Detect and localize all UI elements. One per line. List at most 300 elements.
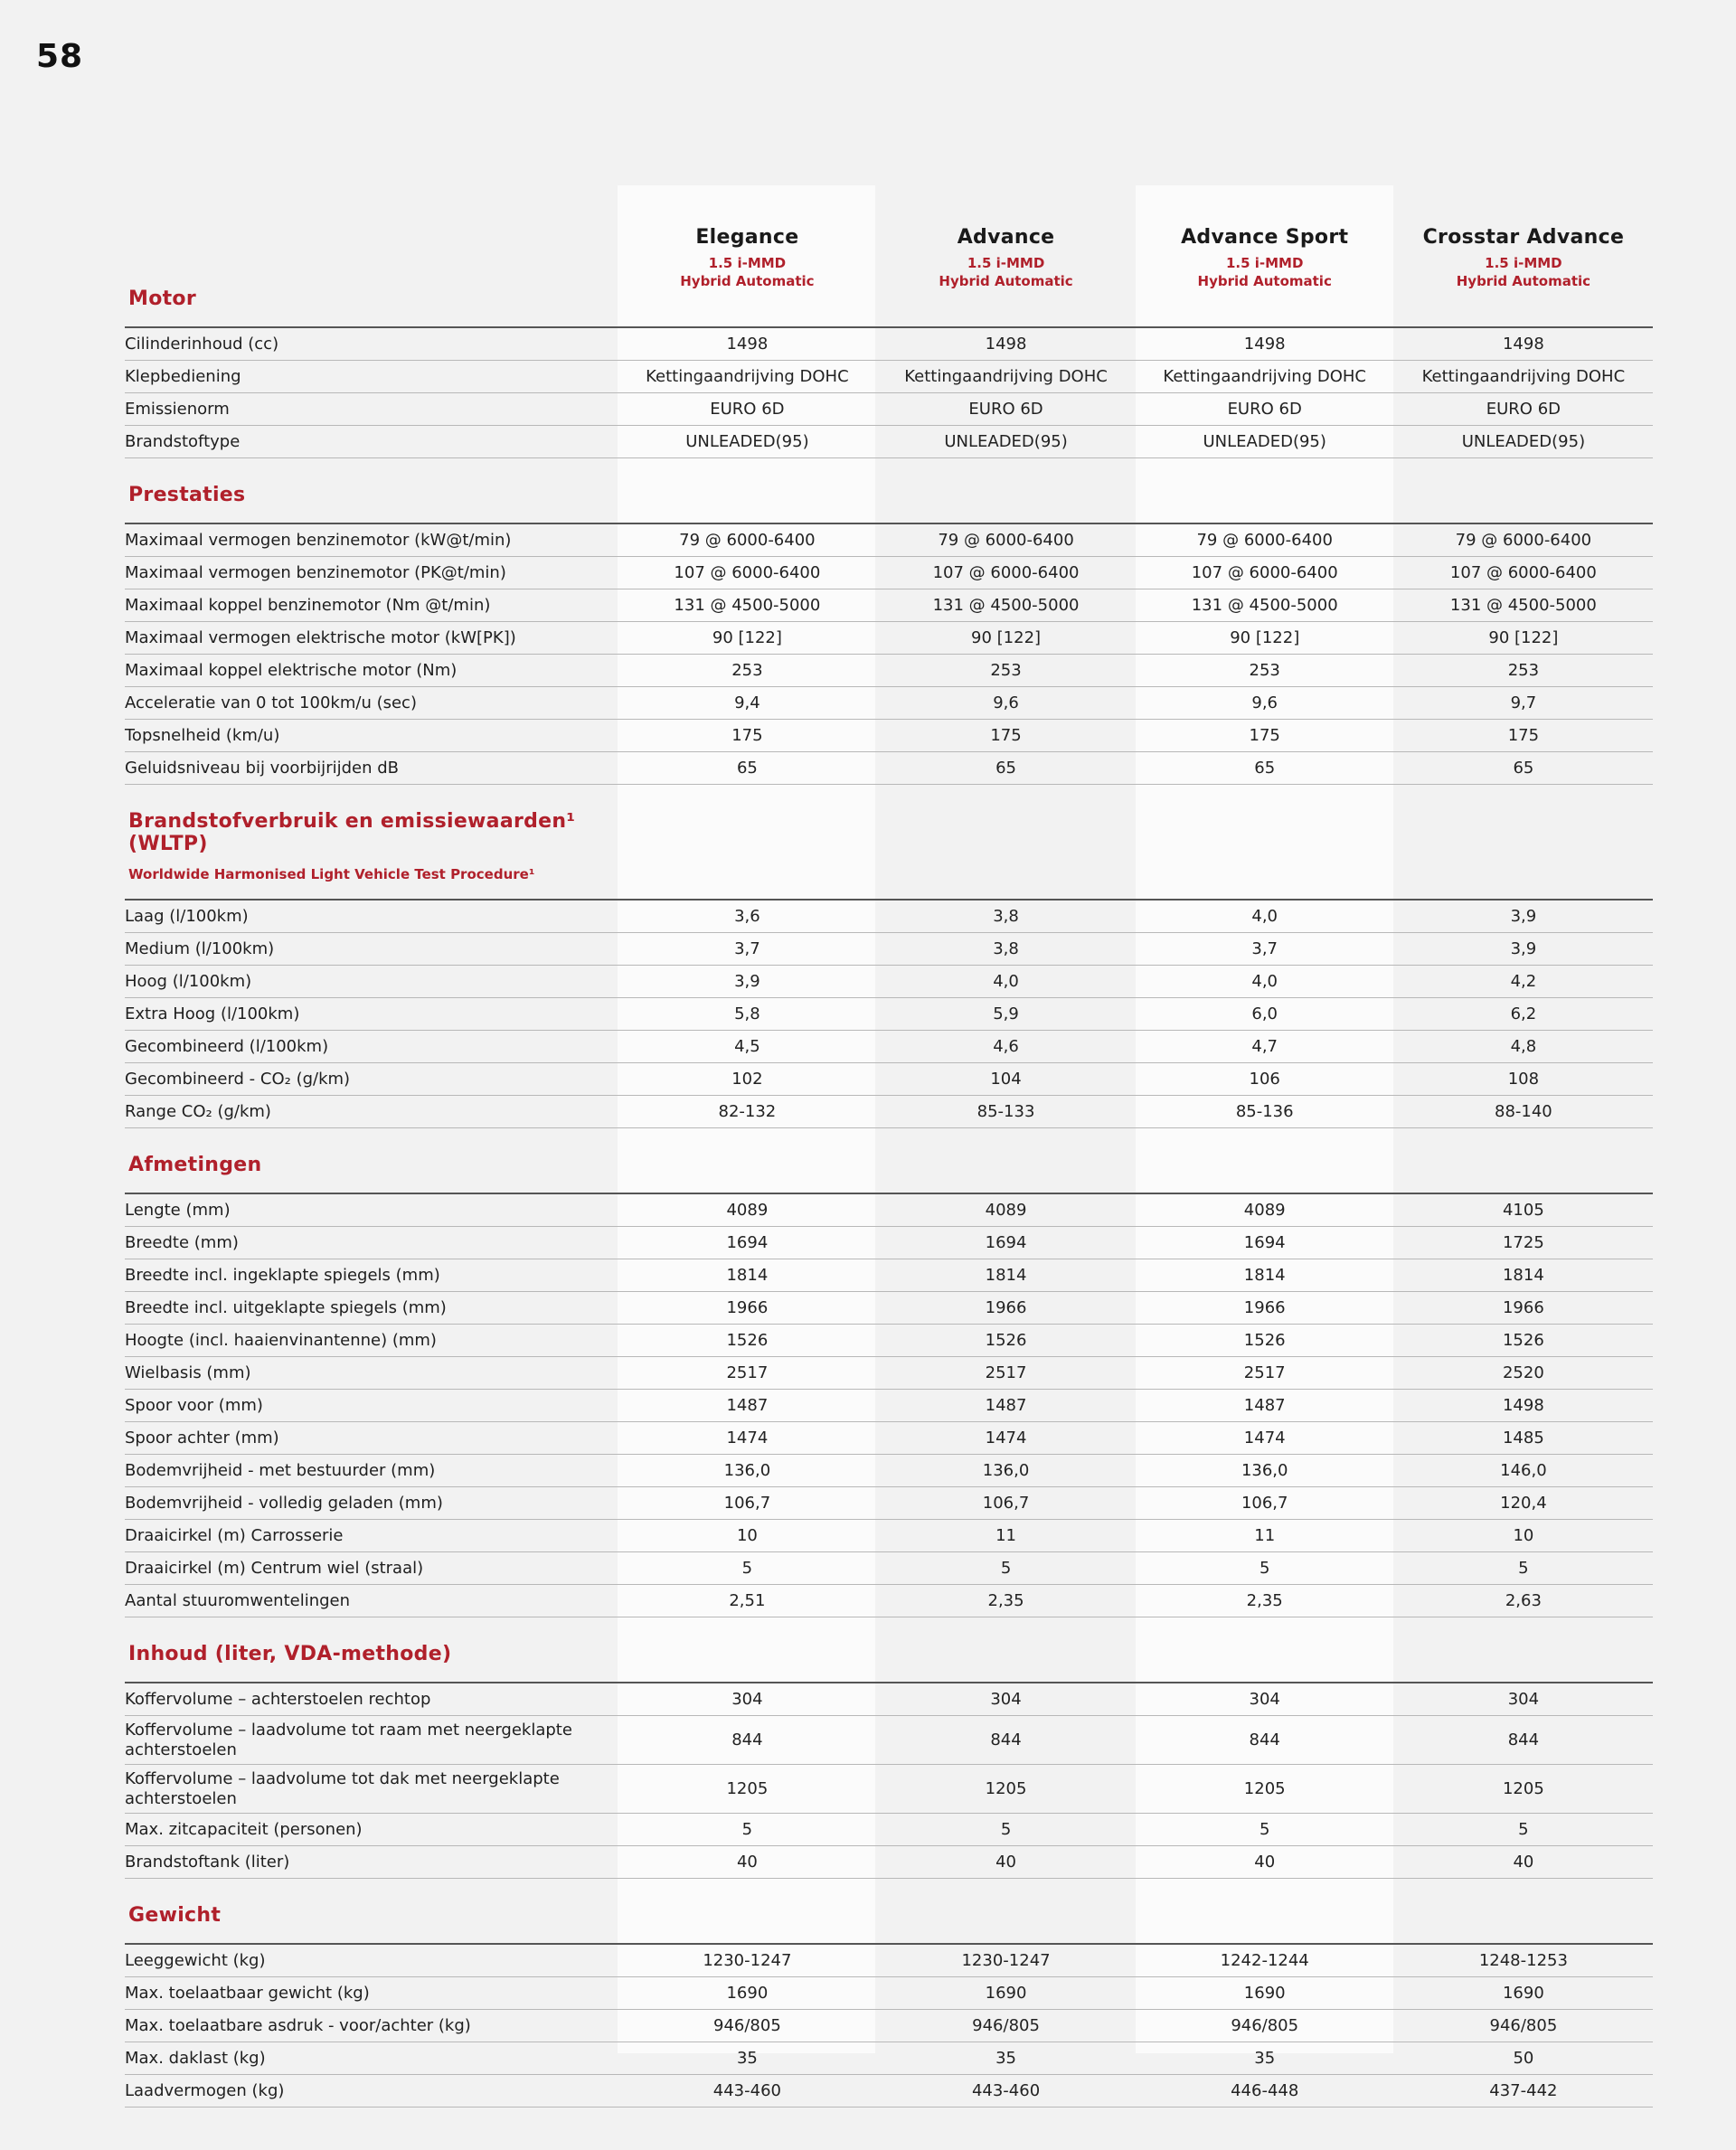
row-value: 11 [1136, 1520, 1394, 1552]
table-row [125, 655, 1653, 687]
row-value: 90 [122] [876, 622, 1135, 655]
table-row [125, 1683, 1653, 1716]
specifications-body [125, 185, 1653, 2108]
table-row [125, 720, 1653, 752]
row-label: Maximaal vermogen benzinemotor (PK@t/min) [125, 557, 618, 589]
row-value: 9,4 [618, 687, 876, 720]
row-value: 175 [1394, 720, 1653, 752]
row-value: 2517 [618, 1357, 876, 1390]
row-value: 1248-1253 [1394, 1944, 1653, 1977]
section-header-spacer [876, 458, 1135, 524]
row-label: Spoor achter (mm) [125, 1422, 618, 1455]
table-row [125, 1846, 1653, 1879]
row-value: 90 [122] [1136, 622, 1394, 655]
row-value: Kettingaandrijving DOHC [618, 361, 876, 393]
row-value: 5 [876, 1814, 1135, 1846]
row-label: Laag (l/100km) [125, 900, 618, 933]
row-value: 1966 [876, 1292, 1135, 1325]
row-value: 2,35 [1136, 1585, 1394, 1617]
row-value: 946/805 [1136, 2010, 1394, 2042]
table-row [125, 1520, 1653, 1552]
row-value: 9,6 [1136, 687, 1394, 720]
row-value: 1526 [1394, 1325, 1653, 1357]
row-value: 1690 [876, 1977, 1135, 2010]
row-label: Draaicirkel (m) Centrum wiel (straal) [125, 1552, 618, 1585]
table-row [125, 1422, 1653, 1455]
row-value: 106 [1136, 1063, 1394, 1096]
table-row [125, 933, 1653, 966]
row-value: EURO 6D [618, 393, 876, 426]
row-value: 35 [1136, 2042, 1394, 2075]
table-row [125, 1325, 1653, 1357]
row-value: 1690 [618, 1977, 876, 2010]
row-value: 844 [1136, 1716, 1394, 1765]
section-header-cell [125, 1128, 618, 1194]
row-label: Hoogte (incl. haaienvinantenne) (mm) [125, 1325, 618, 1357]
section-title: Prestaties [128, 484, 246, 506]
row-value: 946/805 [876, 2010, 1135, 2042]
model-header [618, 185, 876, 327]
model-transmission: Hybrid Automatic [939, 273, 1073, 289]
table-row [125, 1357, 1653, 1390]
row-value: 131 @ 4500-5000 [1394, 589, 1653, 622]
row-label: Koffervolume – laadvolume tot dak met neergeklapte achterstoelen [125, 1765, 618, 1814]
row-value: 4089 [618, 1193, 876, 1227]
row-value: 136,0 [876, 1455, 1135, 1487]
row-value: 1526 [876, 1325, 1135, 1357]
section-header-spacer [1136, 1879, 1394, 1945]
section-header-spacer [876, 1617, 1135, 1683]
row-value: 304 [618, 1683, 876, 1716]
row-value: 175 [618, 720, 876, 752]
section-header-spacer [1136, 1128, 1394, 1194]
table-row [125, 1031, 1653, 1063]
row-value: 35 [618, 2042, 876, 2075]
section-title: Inhoud (liter, VDA-methode) [128, 1643, 452, 1665]
row-label: Laadvermogen (kg) [125, 2075, 618, 2108]
section-header-spacer [1394, 1617, 1653, 1683]
row-value: 175 [876, 720, 1135, 752]
row-value: 844 [618, 1716, 876, 1765]
row-label: Gecombineerd (l/100km) [125, 1031, 618, 1063]
table-row [125, 1585, 1653, 1617]
row-value: 5 [876, 1552, 1135, 1585]
section-header-row [125, 1617, 1653, 1683]
row-value: 40 [618, 1846, 876, 1879]
row-label: Max. daklast (kg) [125, 2042, 618, 2075]
row-value: 4,7 [1136, 1031, 1394, 1063]
row-value: 844 [876, 1716, 1135, 1765]
table-row [125, 523, 1653, 557]
row-value: EURO 6D [1394, 393, 1653, 426]
table-row [125, 1814, 1653, 1846]
row-value: 3,7 [1136, 933, 1394, 966]
row-label: Emissienorm [125, 393, 618, 426]
row-value: 4,0 [1136, 966, 1394, 998]
row-value: 3,9 [618, 966, 876, 998]
row-value: 2,35 [876, 1585, 1135, 1617]
section-header-cell [125, 1879, 618, 1945]
row-value: 946/805 [618, 2010, 876, 2042]
row-value: 1498 [1136, 327, 1394, 361]
row-label: Leeggewicht (kg) [125, 1944, 618, 1977]
row-value: 5,9 [876, 998, 1135, 1031]
row-value: 40 [1394, 1846, 1653, 1879]
section-header-cell [125, 185, 618, 327]
specifications-table [125, 185, 1653, 2108]
row-value: 1814 [1136, 1259, 1394, 1292]
model-name: Elegance [695, 226, 799, 249]
section-header-spacer [1136, 1617, 1394, 1683]
row-value: 107 @ 6000-6400 [618, 557, 876, 589]
table-row [125, 1944, 1653, 1977]
row-value: 1474 [618, 1422, 876, 1455]
row-label: Extra Hoog (l/100km) [125, 998, 618, 1031]
row-value: 88-140 [1394, 1096, 1653, 1128]
section-title: Afmetingen [128, 1154, 262, 1176]
row-label: Range CO₂ (g/km) [125, 1096, 618, 1128]
section-header-row [125, 1879, 1653, 1945]
section-title: Gewicht [128, 1904, 222, 1927]
table-row [125, 1063, 1653, 1096]
row-value: 146,0 [1394, 1455, 1653, 1487]
row-value: 2517 [1136, 1357, 1394, 1390]
model-transmission: Hybrid Automatic [1197, 273, 1332, 289]
section-header-spacer [618, 458, 876, 524]
row-value: 90 [122] [1394, 622, 1653, 655]
section-header-spacer [618, 1128, 876, 1194]
model-engine: 1.5 i-MMD [1225, 255, 1304, 271]
row-value: 1498 [618, 327, 876, 361]
row-value: 107 @ 6000-6400 [1136, 557, 1394, 589]
table-row [125, 1765, 1653, 1814]
row-value: 108 [1394, 1063, 1653, 1096]
model-transmission: Hybrid Automatic [1456, 273, 1591, 289]
table-row [125, 687, 1653, 720]
row-value: UNLEADED(95) [618, 426, 876, 458]
row-value: 6,0 [1136, 998, 1394, 1031]
row-value: 107 @ 6000-6400 [876, 557, 1135, 589]
row-value: 4089 [876, 1193, 1135, 1227]
row-value: 1694 [1136, 1227, 1394, 1259]
row-label: Hoog (l/100km) [125, 966, 618, 998]
row-value: 2,51 [618, 1585, 876, 1617]
table-row [125, 998, 1653, 1031]
row-value: 2,63 [1394, 1585, 1653, 1617]
row-label: Brandstoftank (liter) [125, 1846, 618, 1879]
row-value: 1690 [1394, 1977, 1653, 2010]
row-value: 1474 [876, 1422, 1135, 1455]
row-value: 1694 [618, 1227, 876, 1259]
row-value: 3,8 [876, 933, 1135, 966]
row-value: 5 [618, 1814, 876, 1846]
model-powertrain [1394, 254, 1653, 290]
row-label: Wielbasis (mm) [125, 1357, 618, 1390]
row-value: 106,7 [876, 1487, 1135, 1520]
row-value: 136,0 [618, 1455, 876, 1487]
row-value: 304 [876, 1683, 1135, 1716]
row-label: Geluidsniveau bij voorbijrijden dB [125, 752, 618, 785]
row-value: 1966 [1394, 1292, 1653, 1325]
row-value: 175 [1136, 720, 1394, 752]
row-value: 253 [1394, 655, 1653, 687]
row-value: 1205 [876, 1765, 1135, 1814]
row-value: 85-136 [1136, 1096, 1394, 1128]
row-value: 65 [876, 752, 1135, 785]
section-title: Motor [128, 288, 196, 310]
row-value: 79 @ 6000-6400 [1136, 523, 1394, 557]
model-header [1394, 185, 1653, 327]
row-value: 1205 [1394, 1765, 1653, 1814]
row-value: 4,0 [876, 966, 1135, 998]
row-value: 5 [1394, 1552, 1653, 1585]
section-header-spacer [876, 1128, 1135, 1194]
section-title: Brandstofverbruik en emissiewaarden¹ (WLTP) [128, 810, 576, 855]
section-header-spacer [618, 785, 876, 901]
row-value: 1205 [618, 1765, 876, 1814]
table-row [125, 361, 1653, 393]
table-row [125, 752, 1653, 785]
row-label: Max. toelaatbaar gewicht (kg) [125, 1977, 618, 2010]
section-header-row [125, 185, 1653, 327]
table-row [125, 327, 1653, 361]
row-value: 79 @ 6000-6400 [1394, 523, 1653, 557]
row-value: 3,8 [876, 900, 1135, 933]
row-value: 1487 [876, 1390, 1135, 1422]
row-value: 136,0 [1136, 1455, 1394, 1487]
row-label: Brandstoftype [125, 426, 618, 458]
row-label: Spoor voor (mm) [125, 1390, 618, 1422]
row-label: Max. toelaatbare asdruk - voor/achter (kg) [125, 2010, 618, 2042]
row-value: 304 [1394, 1683, 1653, 1716]
table-row [125, 1487, 1653, 1520]
row-value: 10 [1394, 1520, 1653, 1552]
row-value: 11 [876, 1520, 1135, 1552]
row-label: Cilinderinhoud (cc) [125, 327, 618, 361]
row-value: 82-132 [618, 1096, 876, 1128]
row-value: 1498 [1394, 1390, 1653, 1422]
row-value: 10 [618, 1520, 876, 1552]
row-value: 4089 [1136, 1193, 1394, 1227]
row-value: 304 [1136, 1683, 1394, 1716]
row-label: Gecombineerd - CO₂ (g/km) [125, 1063, 618, 1096]
row-value: UNLEADED(95) [1136, 426, 1394, 458]
row-value: 4,5 [618, 1031, 876, 1063]
row-label: Draaicirkel (m) Carrosserie [125, 1520, 618, 1552]
model-header [876, 185, 1135, 327]
table-row [125, 393, 1653, 426]
table-row [125, 2075, 1653, 2108]
model-name: Crosstar Advance [1422, 226, 1625, 249]
row-value: 131 @ 4500-5000 [876, 589, 1135, 622]
row-value: 90 [122] [618, 622, 876, 655]
row-value: 1526 [1136, 1325, 1394, 1357]
section-header-spacer [1136, 785, 1394, 901]
model-powertrain [876, 254, 1135, 290]
row-label: Medium (l/100km) [125, 933, 618, 966]
row-value: 4,6 [876, 1031, 1135, 1063]
row-value: 5,8 [618, 998, 876, 1031]
row-value: 446-448 [1136, 2075, 1394, 2108]
row-value: 79 @ 6000-6400 [618, 523, 876, 557]
row-label: Koffervolume – laadvolume tot raam met neergeklapte achterstoelen [125, 1716, 618, 1765]
row-value: 1498 [1394, 327, 1653, 361]
row-value: 1498 [876, 327, 1135, 361]
model-engine: 1.5 i-MMD [708, 255, 787, 271]
table-row [125, 1390, 1653, 1422]
model-engine: 1.5 i-MMD [1485, 255, 1562, 271]
table-row [125, 2042, 1653, 2075]
section-header-spacer [1394, 458, 1653, 524]
row-value: EURO 6D [1136, 393, 1394, 426]
row-label: Aantal stuuromwentelingen [125, 1585, 618, 1617]
row-value: 443-460 [876, 2075, 1135, 2108]
row-value: 131 @ 4500-5000 [1136, 589, 1394, 622]
model-powertrain [618, 254, 876, 290]
row-value: EURO 6D [876, 393, 1135, 426]
row-value: 1487 [618, 1390, 876, 1422]
table-row [125, 1193, 1653, 1227]
page-number: 58 [36, 38, 84, 75]
row-value: 5 [1136, 1814, 1394, 1846]
table-row [125, 1259, 1653, 1292]
section-header-spacer [618, 1879, 876, 1945]
model-header [1136, 185, 1394, 327]
row-value: 102 [618, 1063, 876, 1096]
table-row [125, 1977, 1653, 2010]
row-value: 3,7 [618, 933, 876, 966]
section-header-spacer [1136, 458, 1394, 524]
row-value: 1814 [1394, 1259, 1653, 1292]
row-value: 50 [1394, 2042, 1653, 2075]
row-value: 1725 [1394, 1227, 1653, 1259]
section-header-row [125, 1128, 1653, 1194]
row-value: UNLEADED(95) [1394, 426, 1653, 458]
table-row [125, 1552, 1653, 1585]
row-value: 844 [1394, 1716, 1653, 1765]
row-value: 1966 [1136, 1292, 1394, 1325]
row-label: Max. zitcapaciteit (personen) [125, 1814, 618, 1846]
section-header-spacer [1394, 1879, 1653, 1945]
row-value: Kettingaandrijving DOHC [876, 361, 1135, 393]
row-value: 1814 [876, 1259, 1135, 1292]
row-value: 5 [1136, 1552, 1394, 1585]
row-value: UNLEADED(95) [876, 426, 1135, 458]
row-value: 4105 [1394, 1193, 1653, 1227]
row-value: 106,7 [1136, 1487, 1394, 1520]
row-value: 437-442 [1394, 2075, 1653, 2108]
section-header-cell [125, 1617, 618, 1683]
row-label: Maximaal koppel benzinemotor (Nm @t/min) [125, 589, 618, 622]
row-value: 35 [876, 2042, 1135, 2075]
row-value: 253 [876, 655, 1135, 687]
row-value: 5 [1394, 1814, 1653, 1846]
section-header-spacer [876, 785, 1135, 901]
row-value: 253 [618, 655, 876, 687]
row-label: Koffervolume – achterstoelen rechtop [125, 1683, 618, 1716]
row-value: 1694 [876, 1227, 1135, 1259]
row-label: Breedte incl. ingeklapte spiegels (mm) [125, 1259, 618, 1292]
model-powertrain [1136, 254, 1394, 290]
row-label: Bodemvrijheid - volledig geladen (mm) [125, 1487, 618, 1520]
row-value: 106,7 [618, 1487, 876, 1520]
row-value: 1485 [1394, 1422, 1653, 1455]
row-value: 65 [618, 752, 876, 785]
row-value: 6,2 [1394, 998, 1653, 1031]
row-value: 3,9 [1394, 933, 1653, 966]
row-value: 1487 [1136, 1390, 1394, 1422]
section-header-cell [125, 458, 618, 524]
row-value: 40 [876, 1846, 1135, 1879]
row-value: 443-460 [618, 2075, 876, 2108]
row-value: 253 [1136, 655, 1394, 687]
row-value: 65 [1394, 752, 1653, 785]
row-value: 1242-1244 [1136, 1944, 1394, 1977]
row-value: 107 @ 6000-6400 [1394, 557, 1653, 589]
row-value: 4,2 [1394, 966, 1653, 998]
row-value: 946/805 [1394, 2010, 1653, 2042]
section-header-row [125, 785, 1653, 901]
row-value: 65 [1136, 752, 1394, 785]
row-value: 4,0 [1136, 900, 1394, 933]
section-header-row [125, 458, 1653, 524]
row-label: Maximaal vermogen elektrische motor (kW[PK]) [125, 622, 618, 655]
section-header-spacer [876, 1879, 1135, 1945]
row-value: 9,7 [1394, 687, 1653, 720]
row-label: Maximaal vermogen benzinemotor (kW@t/min) [125, 523, 618, 557]
row-label: Topsnelheid (km/u) [125, 720, 618, 752]
model-engine: 1.5 i-MMD [967, 255, 1045, 271]
table-row [125, 966, 1653, 998]
row-label: Klepbediening [125, 361, 618, 393]
table-row [125, 622, 1653, 655]
row-value: 120,4 [1394, 1487, 1653, 1520]
section-header-spacer [1394, 785, 1653, 901]
table-row [125, 1455, 1653, 1487]
row-value: 1690 [1136, 1977, 1394, 2010]
row-value: 1230-1247 [618, 1944, 876, 1977]
row-value: 4,8 [1394, 1031, 1653, 1063]
row-value: 9,6 [876, 687, 1135, 720]
table-row [125, 1227, 1653, 1259]
table-row [125, 557, 1653, 589]
section-subtitle: Worldwide Harmonised Light Vehicle Test Procedure¹ [128, 866, 535, 882]
table-row [125, 426, 1653, 458]
row-value: 104 [876, 1063, 1135, 1096]
row-value: Kettingaandrijving DOHC [1394, 361, 1653, 393]
row-label: Maximaal koppel elektrische motor (Nm) [125, 655, 618, 687]
model-name: Advance [957, 226, 1055, 249]
table-row [125, 1096, 1653, 1128]
row-value: Kettingaandrijving DOHC [1136, 361, 1394, 393]
section-header-spacer [1394, 1128, 1653, 1194]
row-value: 1966 [618, 1292, 876, 1325]
row-value: 1205 [1136, 1765, 1394, 1814]
row-value: 85-133 [876, 1096, 1135, 1128]
row-value: 1474 [1136, 1422, 1394, 1455]
row-value: 2520 [1394, 1357, 1653, 1390]
section-header-cell [125, 785, 618, 901]
row-label: Bodemvrijheid - met bestuurder (mm) [125, 1455, 618, 1487]
row-value: 2517 [876, 1357, 1135, 1390]
section-header-spacer [618, 1617, 876, 1683]
model-transmission: Hybrid Automatic [680, 273, 815, 289]
row-value: 3,6 [618, 900, 876, 933]
row-value: 5 [618, 1552, 876, 1585]
row-value: 1230-1247 [876, 1944, 1135, 1977]
table-row [125, 2010, 1653, 2042]
row-label: Breedte (mm) [125, 1227, 618, 1259]
